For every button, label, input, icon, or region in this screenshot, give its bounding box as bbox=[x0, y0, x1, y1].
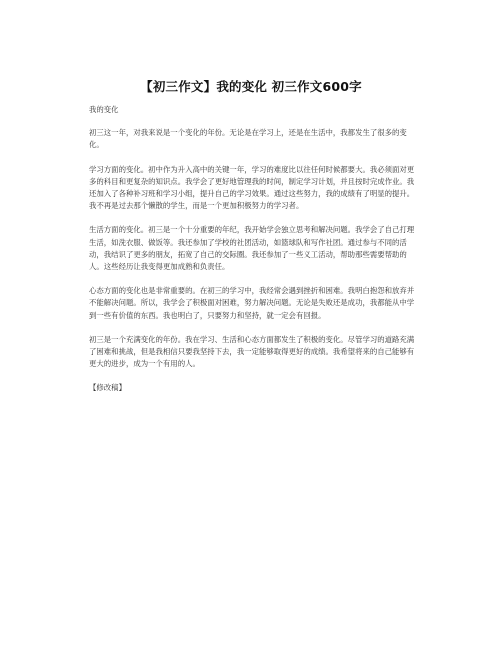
document-title: 【初三作文】我的变化 初三作文600字 bbox=[140, 79, 362, 94]
paragraph-mindset: 心态方面的变化也是非常重要的。在初三的学习中，我经常会遇到挫折和困难。我明白抱怨和放弃并不能解决问题。所以，我学会了积极面对困难，努力解决问题。无论是失败还是成功，我都能从中学到一些有价值的东西。我也明白了，只要努力和坚持，就一定会有回报。 bbox=[89, 286, 415, 320]
paragraph-study: 学习方面的变化。初中作为升入高中的关键一年，学习的难度比以往任何时候都要大。我必须面对更多的科目和更复杂的知识点。我学会了更好地管理我的时间，制定学习计划，并且按时完成作业。我还加入了各种补习班和学习小组，提升自己的学习效果。通过这些努力，我的成绩有了明显的提升。我不再是过去那个懒散的学生，而是一个更加积极努力的学习者。 bbox=[89, 164, 415, 211]
paragraph-intro: 初三这一年，对我来说是一个变化的年份。无论是在学习上，还是在生活中，我都发生了很多的变化。 bbox=[89, 128, 407, 150]
document-subtitle: 我的变化 bbox=[89, 105, 119, 114]
revision-label: 【修改稿】 bbox=[89, 383, 126, 393]
document-body bbox=[89, 104, 415, 407]
paragraph-life: 生活方面的变化。初三是一个十分重要的年纪，我开始学会独立思考和解决问题。我学会了自己打理生活，如洗衣服、做饭等。我还参加了学校的社团活动，如篮球队和写作社团。通过参与不同的活动，我结识了更多的朋友，拓宽了自己的交际圈。我还参加了一些义工活动，帮助那些需要帮助的人。这些经历让我变得更加成熟和负责任。 bbox=[89, 225, 415, 272]
paragraph-conclusion: 初三是一个充满变化的年份。我在学习、生活和心态方面都发生了积极的变化。尽管学习的道路充满了困难和挑战，但是我相信只要我坚持下去，我一定能够取得更好的成绩。我希望将来的自己能够有更大的进步，成为一个有用的人。 bbox=[89, 334, 415, 369]
